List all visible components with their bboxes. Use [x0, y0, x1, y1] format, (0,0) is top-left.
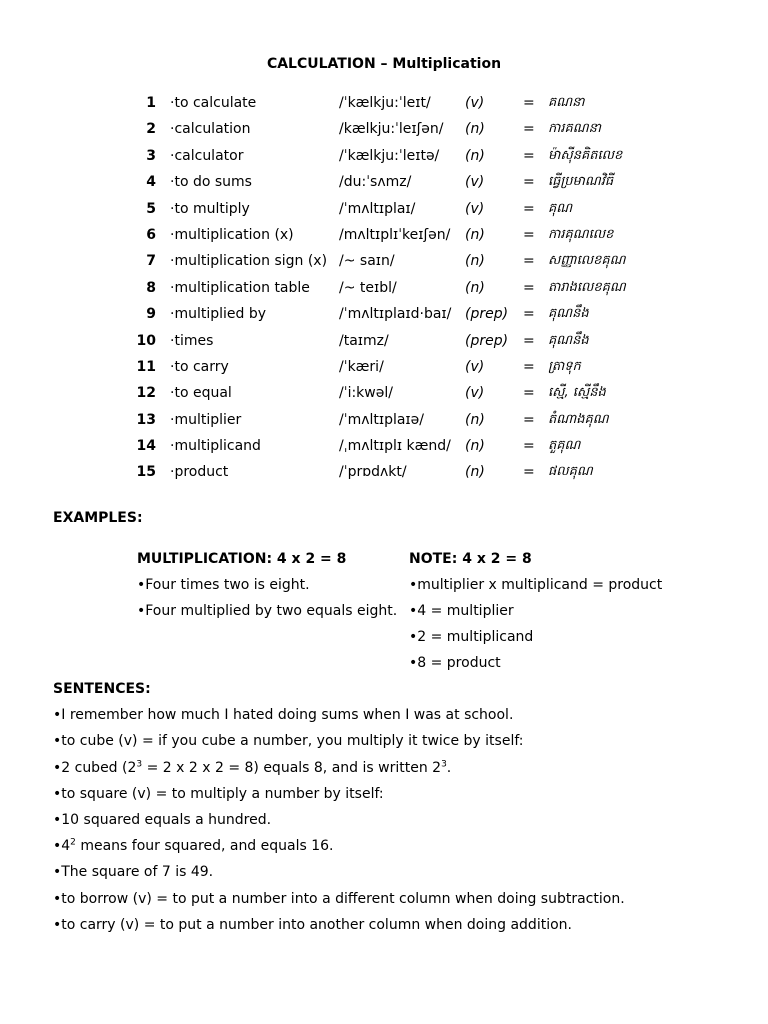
vocab-number: 14	[136, 438, 156, 455]
sentence: •10 squared equals a hundred.	[53, 811, 272, 828]
vocab-number: 8	[146, 279, 156, 296]
vocab-pronunciation: /ˈkælkju:ˈleɪtə/	[339, 147, 440, 164]
vocab-number: 3	[146, 147, 156, 164]
page-title: CALCULATION – Multiplication	[266, 56, 502, 72]
vocab-pronunciation: /ˈmʌltɪplaɪd·baɪ/	[339, 306, 452, 323]
vocab-translation: ការគុណលេខ	[548, 226, 614, 242]
vocab-part-of-speech: (prep)	[465, 332, 509, 349]
vocab-part-of-speech: (v)	[465, 200, 485, 217]
vocab-number: 6	[146, 226, 156, 243]
vocab-equals-sign: =	[523, 121, 535, 138]
vocab-equals-sign: =	[523, 279, 535, 296]
vocab-term: ·times	[170, 332, 214, 349]
superscript: 3	[441, 758, 447, 769]
vocab-term: ·to do sums	[170, 174, 252, 191]
sentences-section	[53, 679, 625, 941]
vocab-term: ·multiplication (x)	[170, 226, 294, 243]
note-line: •2 = multiplicand	[409, 629, 534, 645]
vocab-row	[0, 92, 768, 118]
vocab-pronunciation: /ˈkæri/	[339, 358, 384, 375]
multiplication-heading: MULTIPLICATION: 4 x 2 = 8	[137, 551, 347, 567]
sentences-heading: SENTENCES:	[53, 681, 151, 697]
vocab-translation: គណនា	[548, 95, 585, 110]
vocab-equals-sign: =	[523, 438, 535, 455]
vocab-number: 4	[146, 174, 156, 191]
note-line: •8 = product	[409, 655, 501, 671]
note-line: •multiplier x multiplicand = product	[409, 577, 663, 593]
vocab-row	[0, 356, 768, 382]
vocab-part-of-speech: (v)	[465, 95, 485, 111]
vocab-equals-sign: =	[523, 226, 535, 243]
vocab-pronunciation: /ˈmʌltɪplaɪə/	[339, 411, 424, 428]
vocab-number: 5	[146, 200, 156, 217]
vocab-translation: ម៉ាស៊ីនគិតលេខ	[548, 147, 623, 163]
vocab-part-of-speech: (v)	[465, 174, 485, 191]
vocab-equals-sign: =	[523, 147, 535, 164]
example-line: •Four multiplied by two equals eight.	[137, 603, 398, 619]
example-line: •Four times two is eight.	[137, 577, 310, 593]
sentence: •I remember how much I hated doing sums when I was at school.	[53, 707, 514, 724]
vocab-part-of-speech: (n)	[465, 147, 485, 164]
vocab-term: ·multiplied by	[170, 306, 267, 323]
sentence: •The square of 7 is 49.	[53, 864, 214, 881]
vocab-term: ·multiplication table	[170, 279, 310, 296]
vocab-translation: តួគុណ	[548, 438, 581, 454]
vocab-number: 13	[136, 411, 156, 428]
vocab-equals-sign: =	[523, 411, 535, 428]
vocab-number: 2	[146, 121, 156, 138]
vocab-translation: សញ្ញាលេខគុណ	[548, 253, 626, 269]
note-heading: NOTE: 4 x 2 = 8	[409, 551, 532, 567]
vocab-equals-sign: =	[523, 358, 535, 375]
examples-heading: EXAMPLES:	[53, 510, 143, 526]
vocab-row	[0, 250, 768, 276]
vocab-pronunciation: /~ teɪbl/	[339, 279, 397, 296]
vocab-equals-sign: =	[523, 174, 535, 191]
examples-multiplication	[137, 549, 397, 627]
vocab-pronunciation: /ˈi:kwəl/	[339, 385, 393, 402]
sentence-text: •2 cubed (2	[53, 759, 137, 776]
vocab-translation: ត្រាទុក	[548, 358, 581, 374]
vocab-part-of-speech: (n)	[465, 121, 485, 138]
vocab-term: ·multiplier	[170, 411, 242, 428]
sentence: •to borrow (v) = to put a number into a different column when doing subtraction.	[53, 890, 625, 907]
vocab-equals-sign: =	[523, 464, 535, 481]
vocab-number: 9	[146, 306, 156, 323]
vocab-term: ·multiplication sign (x)	[170, 253, 328, 270]
vocab-row	[0, 224, 768, 250]
vocab-equals-sign: =	[523, 253, 535, 270]
vocab-term: ·to equal	[170, 385, 232, 402]
vocab-equals-sign: =	[523, 200, 535, 217]
vocab-pronunciation: /mʌltɪplɪˈkeɪʃən/	[339, 226, 451, 243]
sentence-text: •4	[53, 838, 71, 855]
vocab-row	[0, 277, 768, 303]
vocab-translation: តំណាងគុណ	[548, 411, 609, 427]
vocab-term: ·multiplicand	[170, 438, 261, 455]
vocab-number: 12	[136, 385, 156, 402]
vocab-equals-sign: =	[523, 332, 535, 349]
vocab-number: 7	[146, 253, 156, 270]
vocab-row	[0, 409, 768, 435]
sentence	[53, 758, 625, 784]
sentence: •to square (v) = to multiply a number by itself:	[53, 785, 384, 802]
vocab-row	[0, 303, 768, 329]
vocab-translation: ផលគុណ	[548, 464, 593, 480]
vocab-translation: ស្មើ, ស្មើនឹង	[548, 385, 606, 401]
vocab-translation: គុណនឹង	[548, 332, 589, 348]
vocab-part-of-speech: (n)	[465, 226, 485, 243]
sentence-text: means four squared, and equals 16.	[75, 838, 334, 855]
vocab-part-of-speech: (n)	[465, 464, 485, 481]
sentence: •to carry (v) = to put a number into another column when doing addition.	[53, 916, 572, 933]
vocab-pronunciation: /taɪmz/	[339, 332, 389, 349]
vocab-pronunciation: /kælkju:ˈleɪʃən/	[339, 121, 444, 138]
vocab-term: ·to multiply	[170, 200, 250, 217]
vocab-pronunciation: /du:ˈsʌmz/	[339, 174, 412, 191]
sentence	[53, 836, 625, 862]
vocabulary-list	[0, 92, 768, 488]
vocab-row	[0, 435, 768, 461]
sentence-text: .	[446, 759, 452, 776]
vocab-number: 1	[146, 95, 156, 111]
vocab-number: 11	[136, 358, 156, 375]
vocab-number: 15	[136, 464, 156, 481]
vocab-row	[0, 330, 768, 356]
vocab-row	[0, 145, 768, 171]
vocab-pronunciation: /ˈkælkju:ˈleɪt/	[339, 95, 431, 111]
vocab-equals-sign: =	[523, 95, 535, 111]
vocab-term: ·to carry	[170, 358, 229, 375]
vocab-part-of-speech: (n)	[465, 253, 485, 270]
vocab-translation: គុណនឹង	[548, 306, 589, 322]
vocab-term: ·calculator	[170, 147, 244, 164]
examples-note	[409, 549, 662, 679]
superscript: 2	[70, 837, 76, 848]
sentence: •to cube (v) = if you cube a number, you multiply it twice by itself:	[53, 733, 524, 750]
vocab-row	[0, 118, 768, 144]
vocab-row	[0, 171, 768, 197]
vocab-pronunciation: /~ saɪn/	[339, 253, 395, 270]
vocab-term: ·product	[170, 464, 229, 481]
vocab-term: ·to calculate	[170, 95, 257, 111]
vocab-part-of-speech: (prep)	[465, 306, 509, 323]
vocab-equals-sign: =	[523, 306, 535, 323]
vocab-number: 10	[136, 332, 156, 349]
vocab-translation: ការគណនា	[548, 121, 602, 137]
vocab-translation: តារាងលេខគុណ	[548, 279, 626, 295]
vocab-part-of-speech: (n)	[465, 279, 485, 296]
vocab-equals-sign: =	[523, 385, 535, 402]
vocab-term: ·calculation	[170, 121, 251, 138]
vocab-part-of-speech: (n)	[465, 411, 485, 428]
vocab-row	[0, 461, 768, 487]
vocab-translation: ធ្វើប្រមាណវិធី	[548, 174, 614, 190]
note-line: •4 = multiplier	[409, 603, 514, 619]
vocab-row	[0, 382, 768, 408]
vocab-part-of-speech: (n)	[465, 438, 485, 455]
vocab-pronunciation: /ˈmʌltɪplaɪ/	[339, 200, 416, 217]
vocab-row	[0, 198, 768, 224]
vocab-pronunciation: /ˈprɒdʌkt/	[339, 464, 407, 481]
superscript: 3	[136, 758, 143, 769]
vocab-part-of-speech: (v)	[465, 385, 485, 402]
vocab-pronunciation: /ˌmʌltɪplɪ kænd/	[339, 438, 451, 455]
sentence-text: = 2 x 2 x 2 = 8) equals 8, and is written 2	[142, 759, 442, 776]
vocab-translation: គុណ	[548, 200, 573, 216]
vocab-part-of-speech: (v)	[465, 358, 485, 375]
